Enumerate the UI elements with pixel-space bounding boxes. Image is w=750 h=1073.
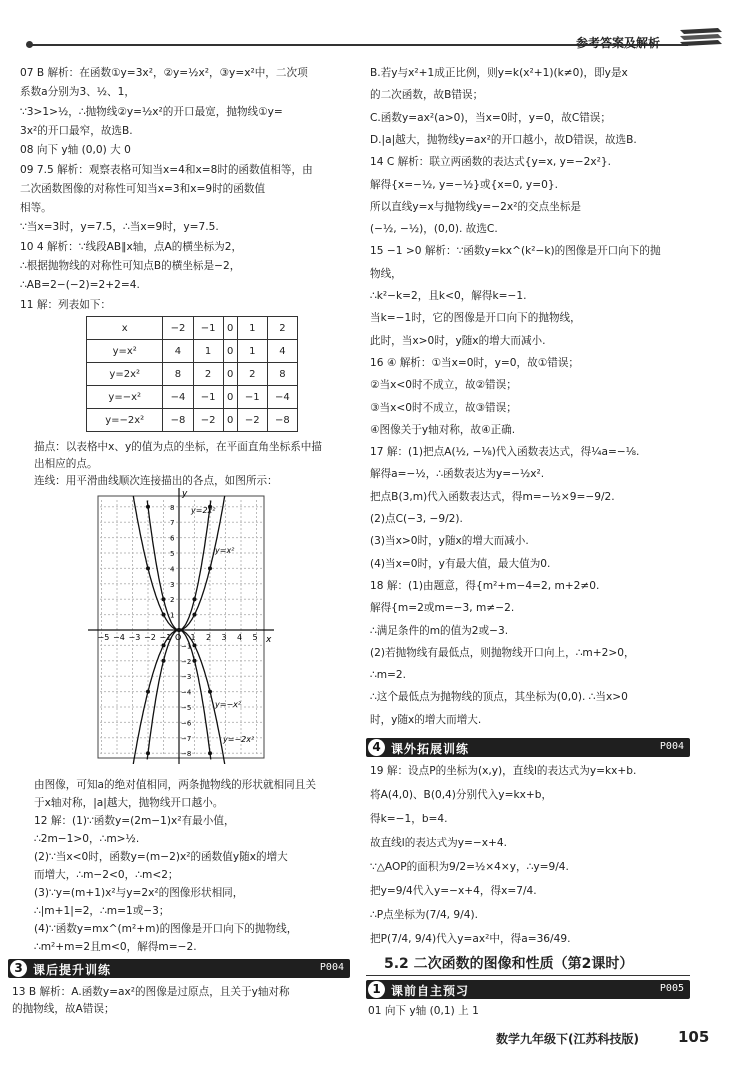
plotted-point — [208, 566, 212, 570]
curve-label: y=2x² — [191, 505, 216, 515]
text-line: (2)若抛物线有最低点，则抛物线开口向上，∴m+2>0， — [370, 646, 635, 659]
text-line: 11 解：列表如下： — [20, 298, 112, 311]
text-line: ∴AB=2−(−2)=2+2=4. — [20, 279, 140, 292]
text-line: (3)当x>0时，y随x的增大而减小. — [370, 535, 529, 548]
text-line: 此时，当x>0时，y随x的增大而减小. — [370, 334, 546, 347]
table-cell: 0 — [223, 409, 237, 432]
plotted-point — [162, 597, 166, 601]
section-bar-extension — [366, 738, 690, 757]
text-line: 解得a=−½，∴函数表达为y=−½x². — [370, 468, 545, 481]
y-tick-label: −8 — [181, 750, 192, 759]
plotted-point — [162, 659, 166, 663]
table-cell: −1 — [237, 386, 267, 409]
text-line: 二次函数图像的对称性可知当x=3和x=9时的函数值 — [20, 182, 266, 195]
section-code: P005 — [659, 983, 684, 994]
plotted-point — [208, 751, 212, 755]
text-line: B.若y与x²+1成正比例，则y=k(x²+1)(k≠0)，即y是x — [370, 67, 628, 79]
text-line: 由图像，可知a的绝对值相同，两条抛物线的形状就相同且关 — [34, 779, 316, 791]
text-line: 的抛物线，故A错误； — [12, 1003, 115, 1015]
y-tick-label: −5 — [181, 704, 192, 712]
table-cell: −2 — [163, 317, 193, 340]
table-cell: 1 — [237, 340, 267, 363]
text-line: (2)点C(−3, −9/2). — [370, 513, 463, 525]
section-code: P004 — [319, 962, 344, 973]
text-line: 08 向下 y轴 (0,0) 大 0 — [20, 144, 131, 157]
section-title: 5.2 二次函数的图像和性质（第2课时） — [384, 956, 634, 972]
y-tick-label: 2 — [170, 596, 175, 605]
y-tick-label: −6 — [181, 719, 192, 728]
table-cell: 8 — [267, 363, 297, 386]
section-number: 3 — [10, 960, 27, 977]
plotted-point — [193, 643, 197, 647]
text-line: C.函数y=ax²(a>0)，当x=0时，y=0，故C错误； — [370, 111, 611, 124]
text-line: 将A(4,0)、B(0,4)分别代入y=kx+b， — [370, 789, 553, 801]
text-line: 18 解：(1)由题意，得{m²+m−4=2, m+2≠0. — [370, 579, 600, 592]
text-line: 19 解：设点P的坐标为(x,y)，直线l的表达式为y=kx+b. — [370, 765, 637, 777]
plotted-point — [162, 643, 166, 647]
x-tick-label: −4 — [113, 633, 125, 642]
text-line: 于x轴对称，|a|越大，抛物线开口越小。 — [34, 797, 224, 809]
text-line: 的二次函数，故B错误； — [370, 89, 484, 102]
value-table — [86, 316, 298, 432]
text-line: ∴m=2. — [370, 669, 407, 682]
x-tick-label: −3 — [128, 633, 141, 642]
y-tick-label: −7 — [181, 734, 192, 743]
table-row — [87, 317, 298, 340]
parabola-graph — [88, 488, 274, 764]
table-cell: −8 — [163, 409, 193, 432]
text-line: (2)∵当x<0时，函数y=(m−2)x²的函数值y随x的增大 — [34, 851, 288, 863]
table-cell: 0 — [223, 363, 237, 386]
text-line: ∴满足条件的m的值为2或−3. — [370, 624, 509, 637]
plotted-point — [193, 613, 197, 617]
text-line: D.|a|越大，抛物线y=ax²的开口越小，故D错误，故选B. — [370, 133, 637, 146]
curve-label: y=−2x² — [223, 734, 255, 744]
table-cell: 2 — [193, 363, 223, 386]
text-line: ∴这个最低点为抛物线的顶点，其坐标为(0,0). ∴当x>0 — [370, 691, 628, 704]
table-cell: −2 — [193, 409, 223, 432]
footer-text: 数学九年级下(江苏科技版) — [496, 1032, 639, 1046]
section-label: 课前自主预习 — [391, 984, 470, 998]
text-line: (4)当x=0时，y有最大值，最大值为0. — [370, 557, 551, 570]
section-number: 4 — [368, 739, 385, 756]
table-cell: 2 — [267, 317, 297, 340]
text-line: 当k=−1时，它的图像是开口向下的抛物线， — [370, 312, 581, 325]
table-cell: y=2x² — [87, 363, 163, 386]
section-bar-after-class — [8, 959, 350, 978]
x-tick-label: −1 — [159, 633, 172, 642]
section-bar-preview — [366, 980, 690, 999]
text-line: 16 ④ 解析：①当x=0时，y=0，故①错误； — [370, 356, 580, 369]
plotted-point — [146, 751, 150, 755]
text-line: 相等。 — [20, 202, 52, 215]
table-cell: y=x² — [87, 340, 163, 363]
table-cell: 1 — [193, 340, 223, 363]
section-title-rule — [366, 975, 690, 976]
x-tick-label: −2 — [144, 633, 156, 642]
text-line: ②当x<0时不成立，故②错误； — [370, 379, 517, 392]
text-line: ∴根据抛物线的对称性可知点B的横坐标是−2， — [20, 260, 241, 272]
table-cell: 1 — [237, 317, 267, 340]
text-line: 故直线l的表达式为y=−x+4. — [370, 837, 507, 849]
x-tick-label: 1 — [190, 633, 196, 642]
y-tick-label: 7 — [170, 519, 175, 528]
text-line: 解得{x=−½, y=−½}或{x=0, y=0}. — [370, 178, 558, 191]
text-line: 而增大，∴m−2<0，∴m<2； — [34, 869, 179, 881]
text-line: 把y=9/4代入y=−x+4，得x=7/4. — [370, 885, 537, 897]
plotted-point — [193, 659, 197, 663]
plotted-point — [146, 690, 150, 694]
y-tick-label: 1 — [170, 611, 175, 620]
table-row — [87, 409, 298, 432]
answer-line: 01 向下 y轴 (0,1) 上 1 — [368, 1005, 479, 1017]
text-line: ∴P点坐标为(7/4, 9/4). — [370, 909, 478, 921]
table-cell: 2 — [237, 363, 267, 386]
table-row — [87, 363, 298, 386]
plotted-point — [208, 690, 212, 694]
table-cell: −1 — [193, 386, 223, 409]
section-number: 1 — [368, 981, 385, 998]
table-cell: y=−2x² — [87, 409, 163, 432]
y-tick-label: 3 — [170, 580, 175, 589]
table-cell: 0 — [223, 340, 237, 363]
text-line: ∴k²−k=2，且k<0，解得k=−1. — [370, 290, 527, 302]
text-line: ④图像关于y轴对称，故④正确. — [370, 423, 516, 436]
text-line: (4)∵函数y=mx^(m²+m)的图像是开口向下的抛物线， — [34, 923, 298, 935]
table-row — [87, 340, 298, 363]
text-line: 解得{m=2或m=−3, m≠−2. — [370, 602, 515, 615]
text-line: 出相应的点。 — [34, 458, 98, 470]
table-cell: y=−x² — [87, 386, 163, 409]
book-logo-icon — [678, 26, 726, 48]
table-row — [87, 386, 298, 409]
curve-label: y=−x² — [215, 700, 242, 709]
text-line: ∵当x=3时，y=7.5，∴当x=9时，y=7.5. — [20, 221, 219, 234]
text-line: 物线， — [370, 267, 402, 280]
text-line: 所以直线y=x与抛物线y=−2x²的交点坐标是 — [370, 200, 582, 213]
y-tick-label: −4 — [181, 688, 192, 697]
section-label: 课后提升训练 — [33, 963, 112, 977]
plotted-point — [162, 613, 166, 617]
text-line: 07 B 解析：在函数①y=3x²，②y=½x²，③y=x²中，二次项 — [20, 67, 308, 79]
table-cell: −1 — [193, 317, 223, 340]
page-number: 105 — [678, 1028, 710, 1046]
table-cell: −2 — [237, 409, 267, 432]
plotted-point — [193, 597, 197, 601]
text-line: ∵△AOP的面积为9/2=½×4×y，∴y=9/4. — [370, 861, 569, 873]
table-cell: 8 — [163, 363, 193, 386]
table-cell: −8 — [267, 409, 297, 432]
text-line: ∴|m+1|=2，∴m=1或−3； — [34, 905, 170, 917]
x-tick-label: 3 — [221, 633, 227, 642]
x-tick-label: 2 — [206, 633, 212, 642]
text-line: 描点：以表格中x、y的值为点的坐标，在平面直角坐标系中描 — [34, 441, 322, 453]
text-line: 10 4 解析：∵线段AB∥x轴，点A的横坐标为2， — [20, 240, 243, 253]
text-line: 系数a分别为3、½、1， — [20, 86, 135, 99]
text-line: 12 解：(1)∵函数y=(2m−1)x²有最小值， — [34, 815, 235, 827]
x-tick-label: O — [175, 633, 182, 642]
y-axis-label: y — [182, 489, 188, 499]
text-line: 把点B(3,m)代入函数表达式，得m=−½×9=−9/2. — [370, 490, 615, 503]
y-tick-label: −3 — [181, 673, 192, 682]
text-line: 3x²的开口最窄，故选B. — [20, 124, 133, 137]
x-tick-label: −5 — [97, 633, 110, 642]
plotted-point — [177, 628, 181, 632]
header-title: 参考答案及解析 — [576, 36, 661, 50]
curve-label: y=x² — [215, 546, 235, 555]
text-line: 15 −1 >0 解析：∵函数y=kx^(k²−k)的图像是开口向下的抛 — [370, 245, 661, 258]
text-line: ∵3>1>½，∴抛物线②y=½x²的开口最宽，抛物线①y= — [20, 105, 283, 118]
text-line: 得k=−1，b=4. — [370, 813, 448, 825]
x-axis-label: x — [266, 635, 272, 645]
table-cell: −4 — [267, 386, 297, 409]
x-tick-label: 5 — [252, 633, 258, 642]
table-cell: 4 — [267, 340, 297, 363]
text-line: 09 7.5 解析：观察表格可知当x=4和x=8时的函数值相等，由 — [20, 163, 313, 176]
text-line: (−½, −½)，(0,0). 故选C. — [370, 223, 498, 236]
text-line: 连线：用平滑曲线顺次连接描出的各点，如图所示： — [34, 475, 278, 487]
table-cell: 0 — [223, 317, 237, 340]
text-line: 把P(7/4, 9/4)代入y=ax²中，得a=36/49. — [370, 933, 571, 945]
table-cell: x — [87, 317, 163, 340]
y-tick-label: 8 — [170, 503, 175, 512]
section-code: P004 — [659, 741, 684, 752]
table-cell: 0 — [223, 386, 237, 409]
y-tick-label: 5 — [170, 550, 175, 558]
text-line: (3)∵y=(m+1)x²与y=2x²的图像形状相同， — [34, 887, 244, 899]
x-tick-label: 4 — [237, 633, 243, 642]
y-tick-label: −2 — [181, 657, 192, 666]
text-line: ∴2m−1>0，∴m>½. — [34, 833, 140, 845]
plotted-point — [146, 566, 150, 570]
text-line: ③当x<0时不成立，故③错误； — [370, 401, 517, 414]
text-line: 14 C 解析：联立两函数的表达式{y=x, y=−2x²}. — [370, 156, 612, 169]
y-tick-label: 4 — [170, 565, 175, 574]
text-line: ∴m²+m=2且m<0，解得m=−2. — [34, 941, 197, 953]
table-cell: 4 — [163, 340, 193, 363]
text-line: 17 解：(1)把点A(½, −⅛)代入函数表达式，得¼a=−⅛. — [370, 446, 640, 459]
table-cell: −4 — [163, 386, 193, 409]
section-label: 课外拓展训练 — [391, 742, 470, 756]
text-line: 时，y随x的增大而增大. — [370, 713, 482, 726]
text-line: 13 B 解析：A.函数y=ax²的图像是过原点，且关于y轴对称 — [12, 986, 290, 998]
y-tick-label: 6 — [170, 534, 175, 543]
header-dot — [26, 41, 33, 48]
y-tick-label: −1 — [181, 642, 192, 651]
plotted-point — [146, 505, 150, 509]
